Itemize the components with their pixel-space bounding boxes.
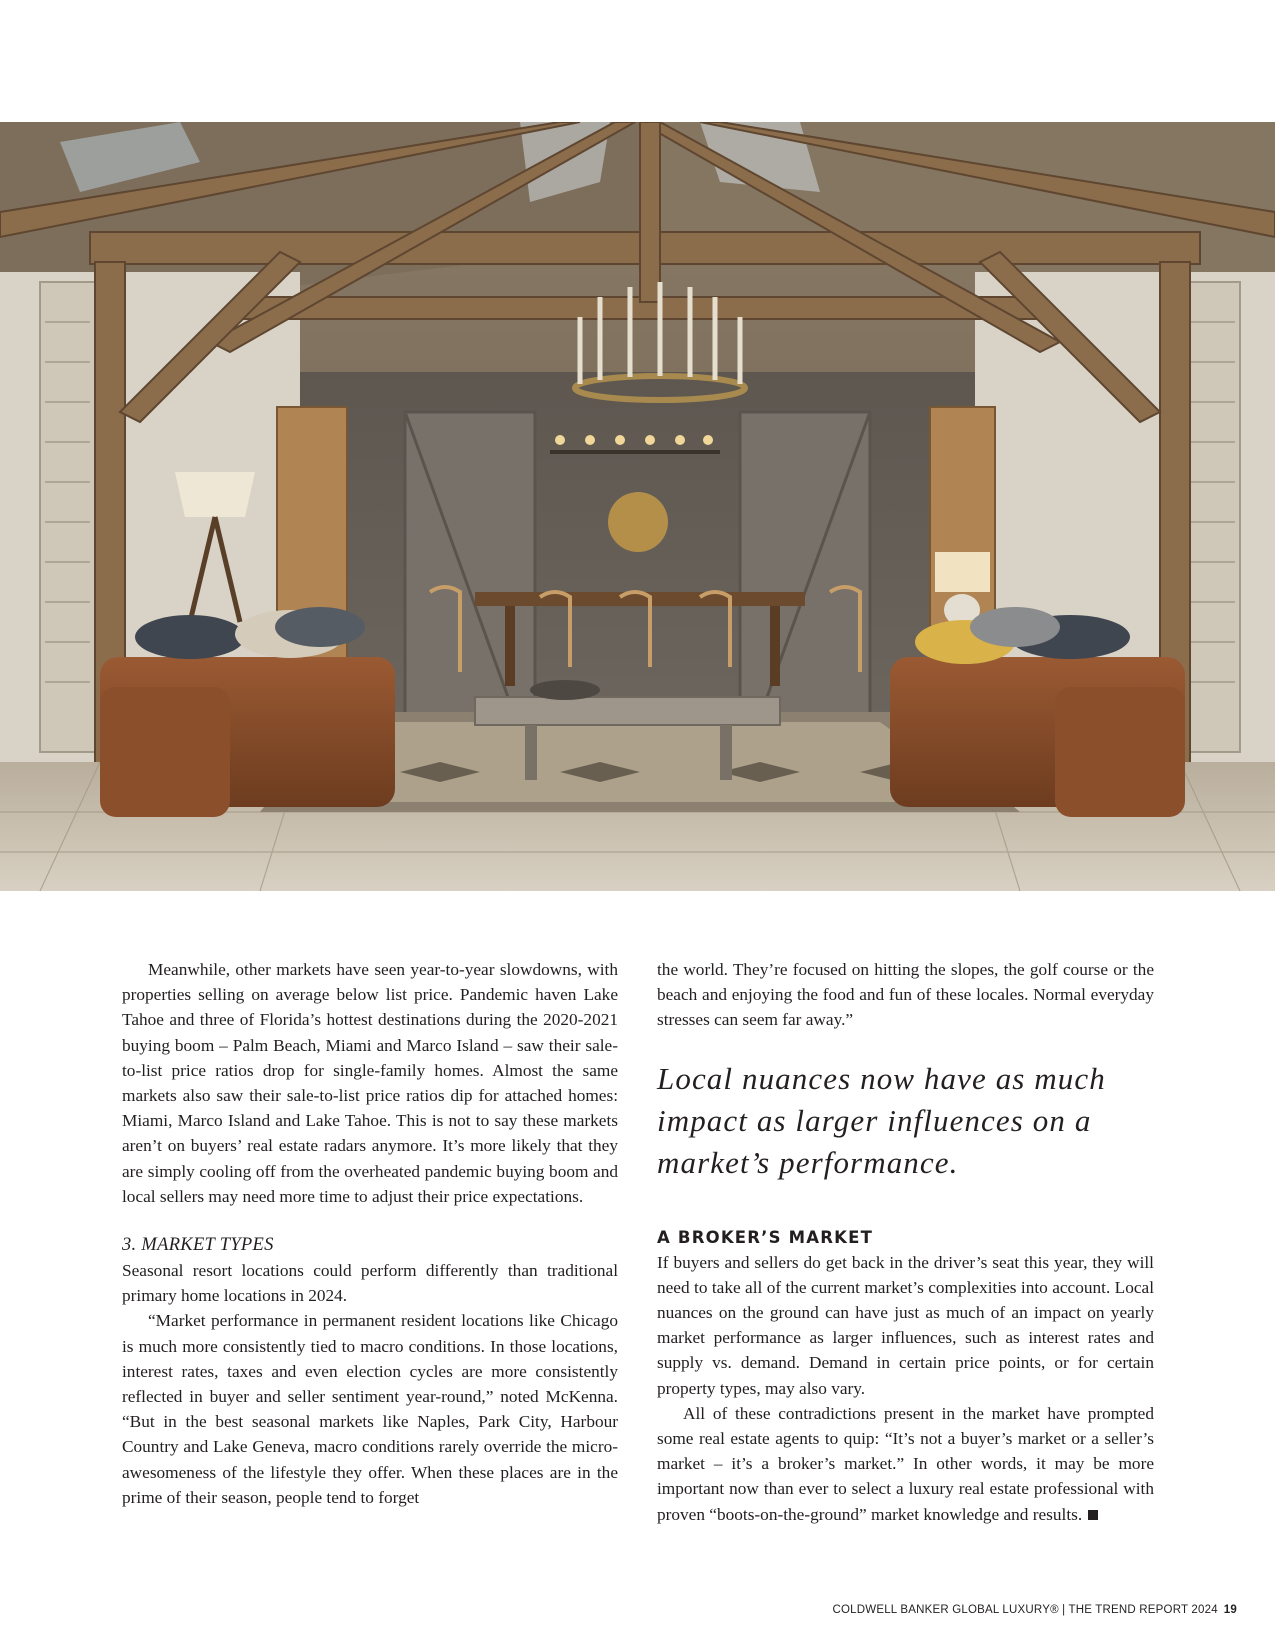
body-paragraph: If buyers and sellers do get back in the driver’s seat this year, they will need to take all of the current market’s complexities into account. Local nuances on the ground can have just as much of an impact on yearly market performance as larger influences, such as interest rates and supply vs. demand. Demand in certain price points, or for certain property types, may also vary. bbox=[657, 1252, 1154, 1398]
body-paragraph-final bbox=[657, 1401, 1154, 1527]
body-paragraph: Seasonal resort locations could perform differently than traditional primary home locations in 2024. bbox=[122, 1261, 618, 1306]
body-paragraph: “Market performance in permanent resident locations like Chicago is much more consistently tied to macro conditions. In those locations, interest rates, taxes and even election cycles are more consistently reflected in buyer and seller sentiment year-round,” noted McKenna. “But in the best seasonal markets like Naples, Park City, Harbour Country and Lake Geneva, macro conditions rarely override the micro-awesomeness of the lifestyle they offer. When these places are in the prime of their season, people tend to forget bbox=[122, 1311, 618, 1507]
left-column bbox=[122, 957, 618, 1510]
pull-quote: Local nuances now have as much impact as larger influences on a market’s performance. bbox=[657, 1060, 1106, 1180]
page-footer bbox=[833, 1604, 1237, 1616]
body-paragraph: the world. They’re focused on hitting the slopes, the golf course or the beach and enjoying the food and fun of these locales. Normal everyday stresses can seem far away.” bbox=[657, 960, 1154, 1030]
hero-image bbox=[0, 122, 1275, 891]
footer-publication: COLDWELL BANKER GLOBAL LUXURY® | THE TREND REPORT 2024 bbox=[832, 1604, 1218, 1616]
right-column bbox=[657, 957, 1154, 1527]
subhead-market-types: 3. MARKET TYPES bbox=[122, 1235, 274, 1256]
section-heading: A BROKER’S MARKET bbox=[657, 1227, 874, 1247]
page-number: 19 bbox=[1223, 1604, 1237, 1616]
final-paragraph-text: All of these contradictions present in the market have prompted some real estate agents to quip: “It’s not a buyer’s market or a seller’s market – it’s a broker’s market.” In other words, it may be more important now than ever to select a luxury real estate professional with proven “boots-on-the-ground” market knowledge and results. bbox=[657, 1403, 1154, 1524]
body-paragraph: Meanwhile, other markets have seen year-to-year slowdowns, with properties selling on average below list price. Pandemic haven Lake Tahoe and three of Florida’s hottest destinations during the 2020-2021 buying boom – Palm Beach, Miami and Marco Island – saw their sale-to-list price ratios drop for single-family homes. Almost the same markets also saw their sale-to-list price ratios dip for attached homes: Miami, Marco Island and Lake Tahoe. This is not to say these markets aren’t on buyers’ real estate radars anymore. It’s more likely that they are simply cooling off from the overheated pandemic buying boom and local sellers may need more time to adjust their price expectations. bbox=[122, 960, 618, 1206]
rustic-loft-living-room-photo bbox=[0, 122, 1275, 891]
end-mark-icon bbox=[1088, 1510, 1098, 1520]
